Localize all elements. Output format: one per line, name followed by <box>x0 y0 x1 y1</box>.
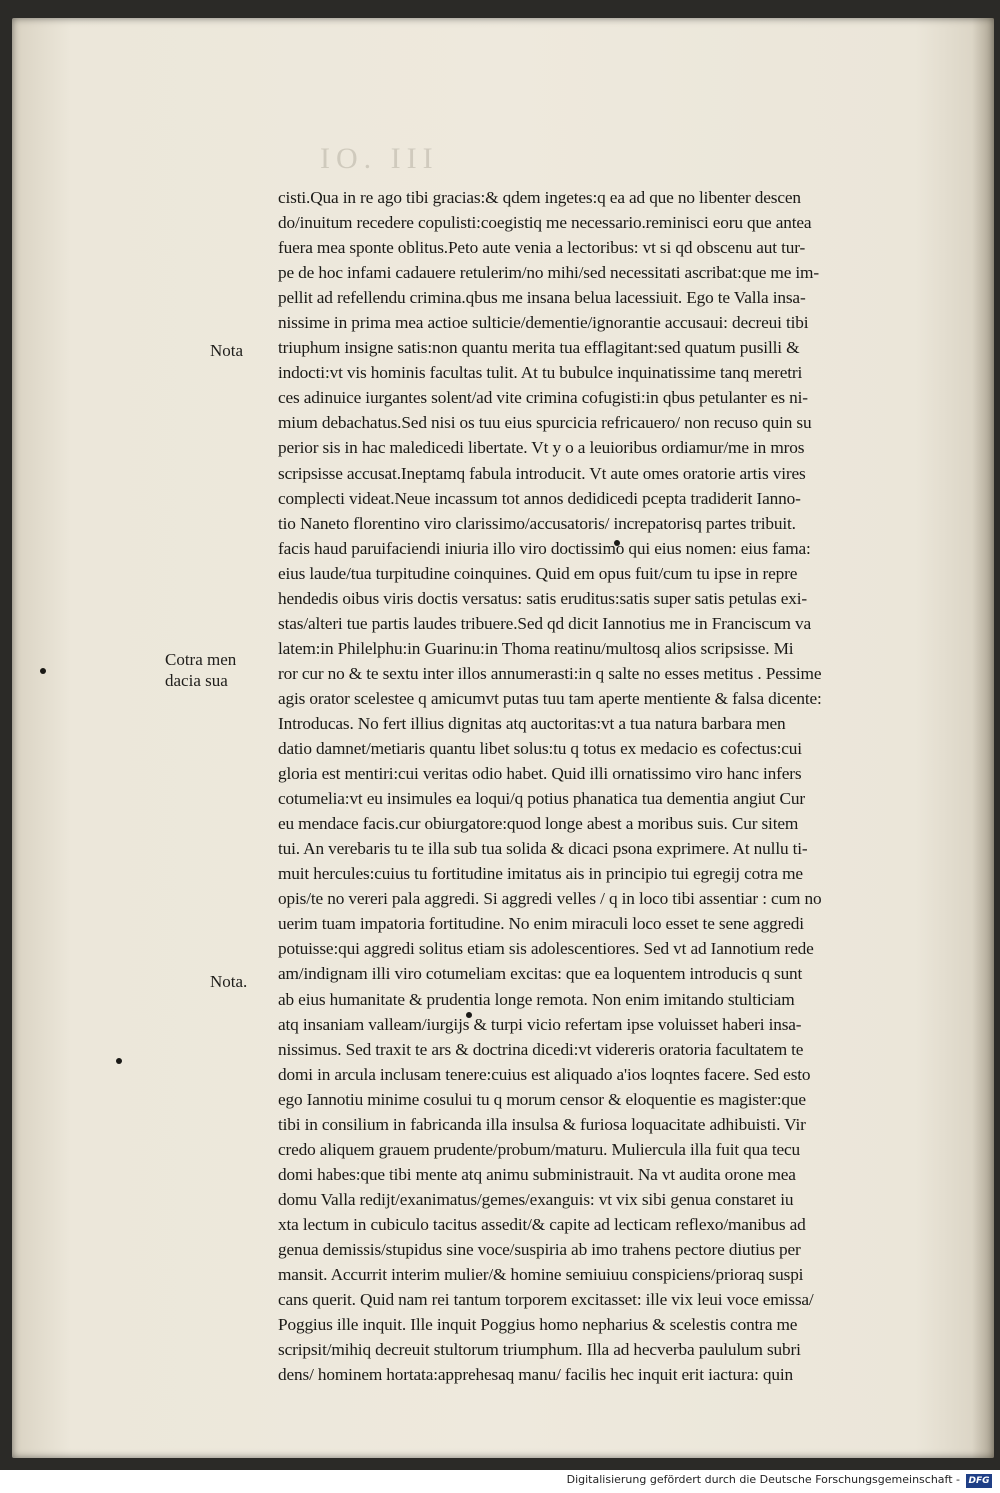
text-line: potuisse:qui aggredi solitus etiam sis adolescentiores. Sed vt ad Iannotium rede <box>278 939 814 959</box>
footer-bar <box>0 1470 1000 1493</box>
text-line: nissime in prima mea actioe sulticie/dementie/ignorantie accusaui: decreui tibi <box>278 313 809 333</box>
page-edge-shadow <box>972 18 994 1458</box>
text-line: tibi in consilium in fabricanda illa insulsa & furiosa loquacitate adhibuisti. Vir <box>278 1114 806 1134</box>
text-line: xta lectum in cubiculo tacitus assedit/& capite ad lecticam reflexo/manibus ad <box>278 1214 806 1234</box>
dfg-logo: DFG <box>966 1474 992 1488</box>
text-line: credo aliquem grauem prudente/probum/maturu. Muliercula illa fuit qua tecu <box>278 1139 801 1159</box>
text-line: indocti:vt vis hominis facultas tulit. At tu bubulce inquinatissime tanq meretri <box>278 363 803 383</box>
marginal-note-contra-mendacia <box>165 649 236 691</box>
text-line: perior sis in hac maledicedi libertate. Vt y o a leuioribus ordiamur/me in mros <box>278 438 805 458</box>
text-line: complecti videat.Neue incassum tot annos dedidicedi pcepta tradiderit Ianno- <box>278 488 801 508</box>
text-line: am/indignam illi viro cotumeliam excitas: que ea loquentem introducis q sunt <box>278 964 803 984</box>
text-line: latem:in Philelphu:in Guarinu:in Thoma reatinu/multosq alios scripsisse. Mi <box>278 638 794 658</box>
text-line: cisti.Qua in re ago tibi gracias:& qdem ingetes:q ea ad que no libenter descen <box>278 188 801 207</box>
text-line: domi habes:que tibi mente atq animu subministrauit. Na vt audita orone mea <box>278 1164 796 1184</box>
text-line: tio Naneto florentino viro clarissimo/accusatoris/ increpatorisq partes tribuit. <box>278 513 796 533</box>
text-line: tui. An verebaris tu te illa sub tua solida & dicaci psona exprimere. At nullu ti- <box>278 839 808 859</box>
text-line: domu Valla redijt/exanimatus/gemes/exanguis: vt vix sibi genua constaret iu <box>278 1189 794 1209</box>
text-line: mium debachatus.Sed nisi os tuu eius spurcicia refricauero/ non recuso quin su <box>278 413 812 433</box>
text-line: pellit ad refellendu crimina.qbus me insana belua lacessiuit. Ego te Valla insa- <box>278 288 806 308</box>
text-line: ego Iannotiu minime cosului tu q morum censor & eloquentie es magister:que <box>278 1089 806 1109</box>
text-line: opis/te no vereri pala aggredi. Si aggredi velles / q in loco tibi assentiar : cum no <box>278 889 822 909</box>
text-line: hendedis oibus viris doctis versatus: satis eruditus:satis super satis petulas exi- <box>278 588 807 608</box>
text-line: fuera mea sponte oblitus.Peto aute venia a lectoribus: vt si qd obscenu aut tur- <box>278 238 806 258</box>
text-line: cans querit. Quid nam rei tantum torporem excitasset: ille vix leui voce emissa/ <box>278 1290 814 1310</box>
text-line: uerim tuam impatoria fortitudine. No enim miraculi loco esset te sene aggredi <box>278 914 804 934</box>
text-line: domi in arcula inclusam tenere:cuius est aliquado a'ios loqntes facere. Sed esto <box>278 1064 811 1084</box>
text-line: atq insaniam valleam/iurgijs & turpi vicio refertam ipse voluisset haberi insa- <box>278 1014 802 1034</box>
text-line: ror cur no & te sextu inter illos annumerasti:in q salte no esses metitus . Pessime <box>278 663 822 683</box>
marginal-note-nota: Nota. <box>210 972 248 991</box>
text-line: datio damnet/metiaris quantu libet solus:tu q totus ex medacio es cofectus:cui <box>278 739 802 759</box>
text-line: ces adinuice iurgantes solent/ad vite crimina cofugisti:in qbus petulanter es ni- <box>278 388 808 408</box>
text-line: agis orator scelestee q amicumvt putas tuu tam aperte mentiente & falsa dicente: <box>278 688 822 708</box>
text-line: cotumelia:vt eu insimules ea loqui/q potius phanatica tua dementia angiut Cur <box>278 789 805 809</box>
marginal-note-line: dacia sua <box>165 671 228 690</box>
text-line: ab eius humanitate & prudentia longe remota. Non enim imitando stulticiam <box>278 989 795 1009</box>
ink-speck <box>116 1058 122 1064</box>
text-line: triuphum insigne satis:non quantu merita tua efflagitant:sed quatum pusilli & <box>278 338 800 358</box>
text-line: genua demissis/stupidus sine voce/suspiria ab imo trahens pectore diutius per <box>278 1239 801 1259</box>
text-line: muit hercules:cuius tu fortitudine imitatus ais in principio tui egregij cotra me <box>278 864 803 884</box>
text-line: facis haud paruifaciendi iniuria illo viro doctissimo qui eius nomen: eius fama: <box>278 538 811 558</box>
text-line: eu mendace facis.cur obiurgatore:quod longe abest a moribus suis. Cur sitem <box>278 814 799 834</box>
main-text-block <box>278 185 926 1387</box>
text-line: scripsit/mihiq decreuit stultorum triumphum. Illa ad hecverba paululum subri <box>278 1340 801 1360</box>
text-line: do/inuitum recedere copulisti:coegistiq me necessario.reminisci eoru que antea <box>278 213 812 233</box>
funding-credit: Digitalisierung gefördert durch die Deutsche Forschungsgemeinschaft - <box>566 1473 960 1486</box>
ink-speck <box>40 668 46 674</box>
marginal-note-nota: Nota <box>210 341 244 360</box>
text-line: Poggius ille inquit. Ille inquit Poggius homo nepharius & scelestis contra me <box>278 1315 798 1335</box>
text-line: gloria est mentiri:cui veritas odio habet. Quid illi ornatissimo viro hanc infers <box>278 764 802 784</box>
text-line: Introducas. No fert illius dignitas atq auctoritas:vt a tua natura barbara men <box>278 713 786 733</box>
text-line: eius laude/tua turpitudine coinquines. Quid em opus fuit/cum tu ipse in repre <box>278 563 798 583</box>
marginal-note-line: Cotra men <box>165 650 237 669</box>
text-line: dens/ hominem hortata:apprehesaq manu/ facilis hec inquit erit iactura: quin <box>278 1365 794 1385</box>
text-line: pe de hoc infami cadauere retulerim/no mihi/sed necessitati ascribat:que me im- <box>278 263 819 283</box>
text-line: mansit. Accurrit interim mulier/& homine semiuiuu conspiciens/prioraq suspi <box>278 1265 804 1285</box>
text-line: nissimus. Sed traxit te ars & doctrina dicedi:vt videreris oratoria facultatem te <box>278 1039 804 1059</box>
text-line: scripsisse accusat.Ineptamq fabula introducit. Vt aute omes oratorie artis vires <box>278 463 806 483</box>
faded-header-mark: IO. III <box>320 142 439 175</box>
text-line: stas/alteri tue partis laudes tribuere.Sed qd dicit Iannotius me in Franciscum va <box>278 613 812 633</box>
